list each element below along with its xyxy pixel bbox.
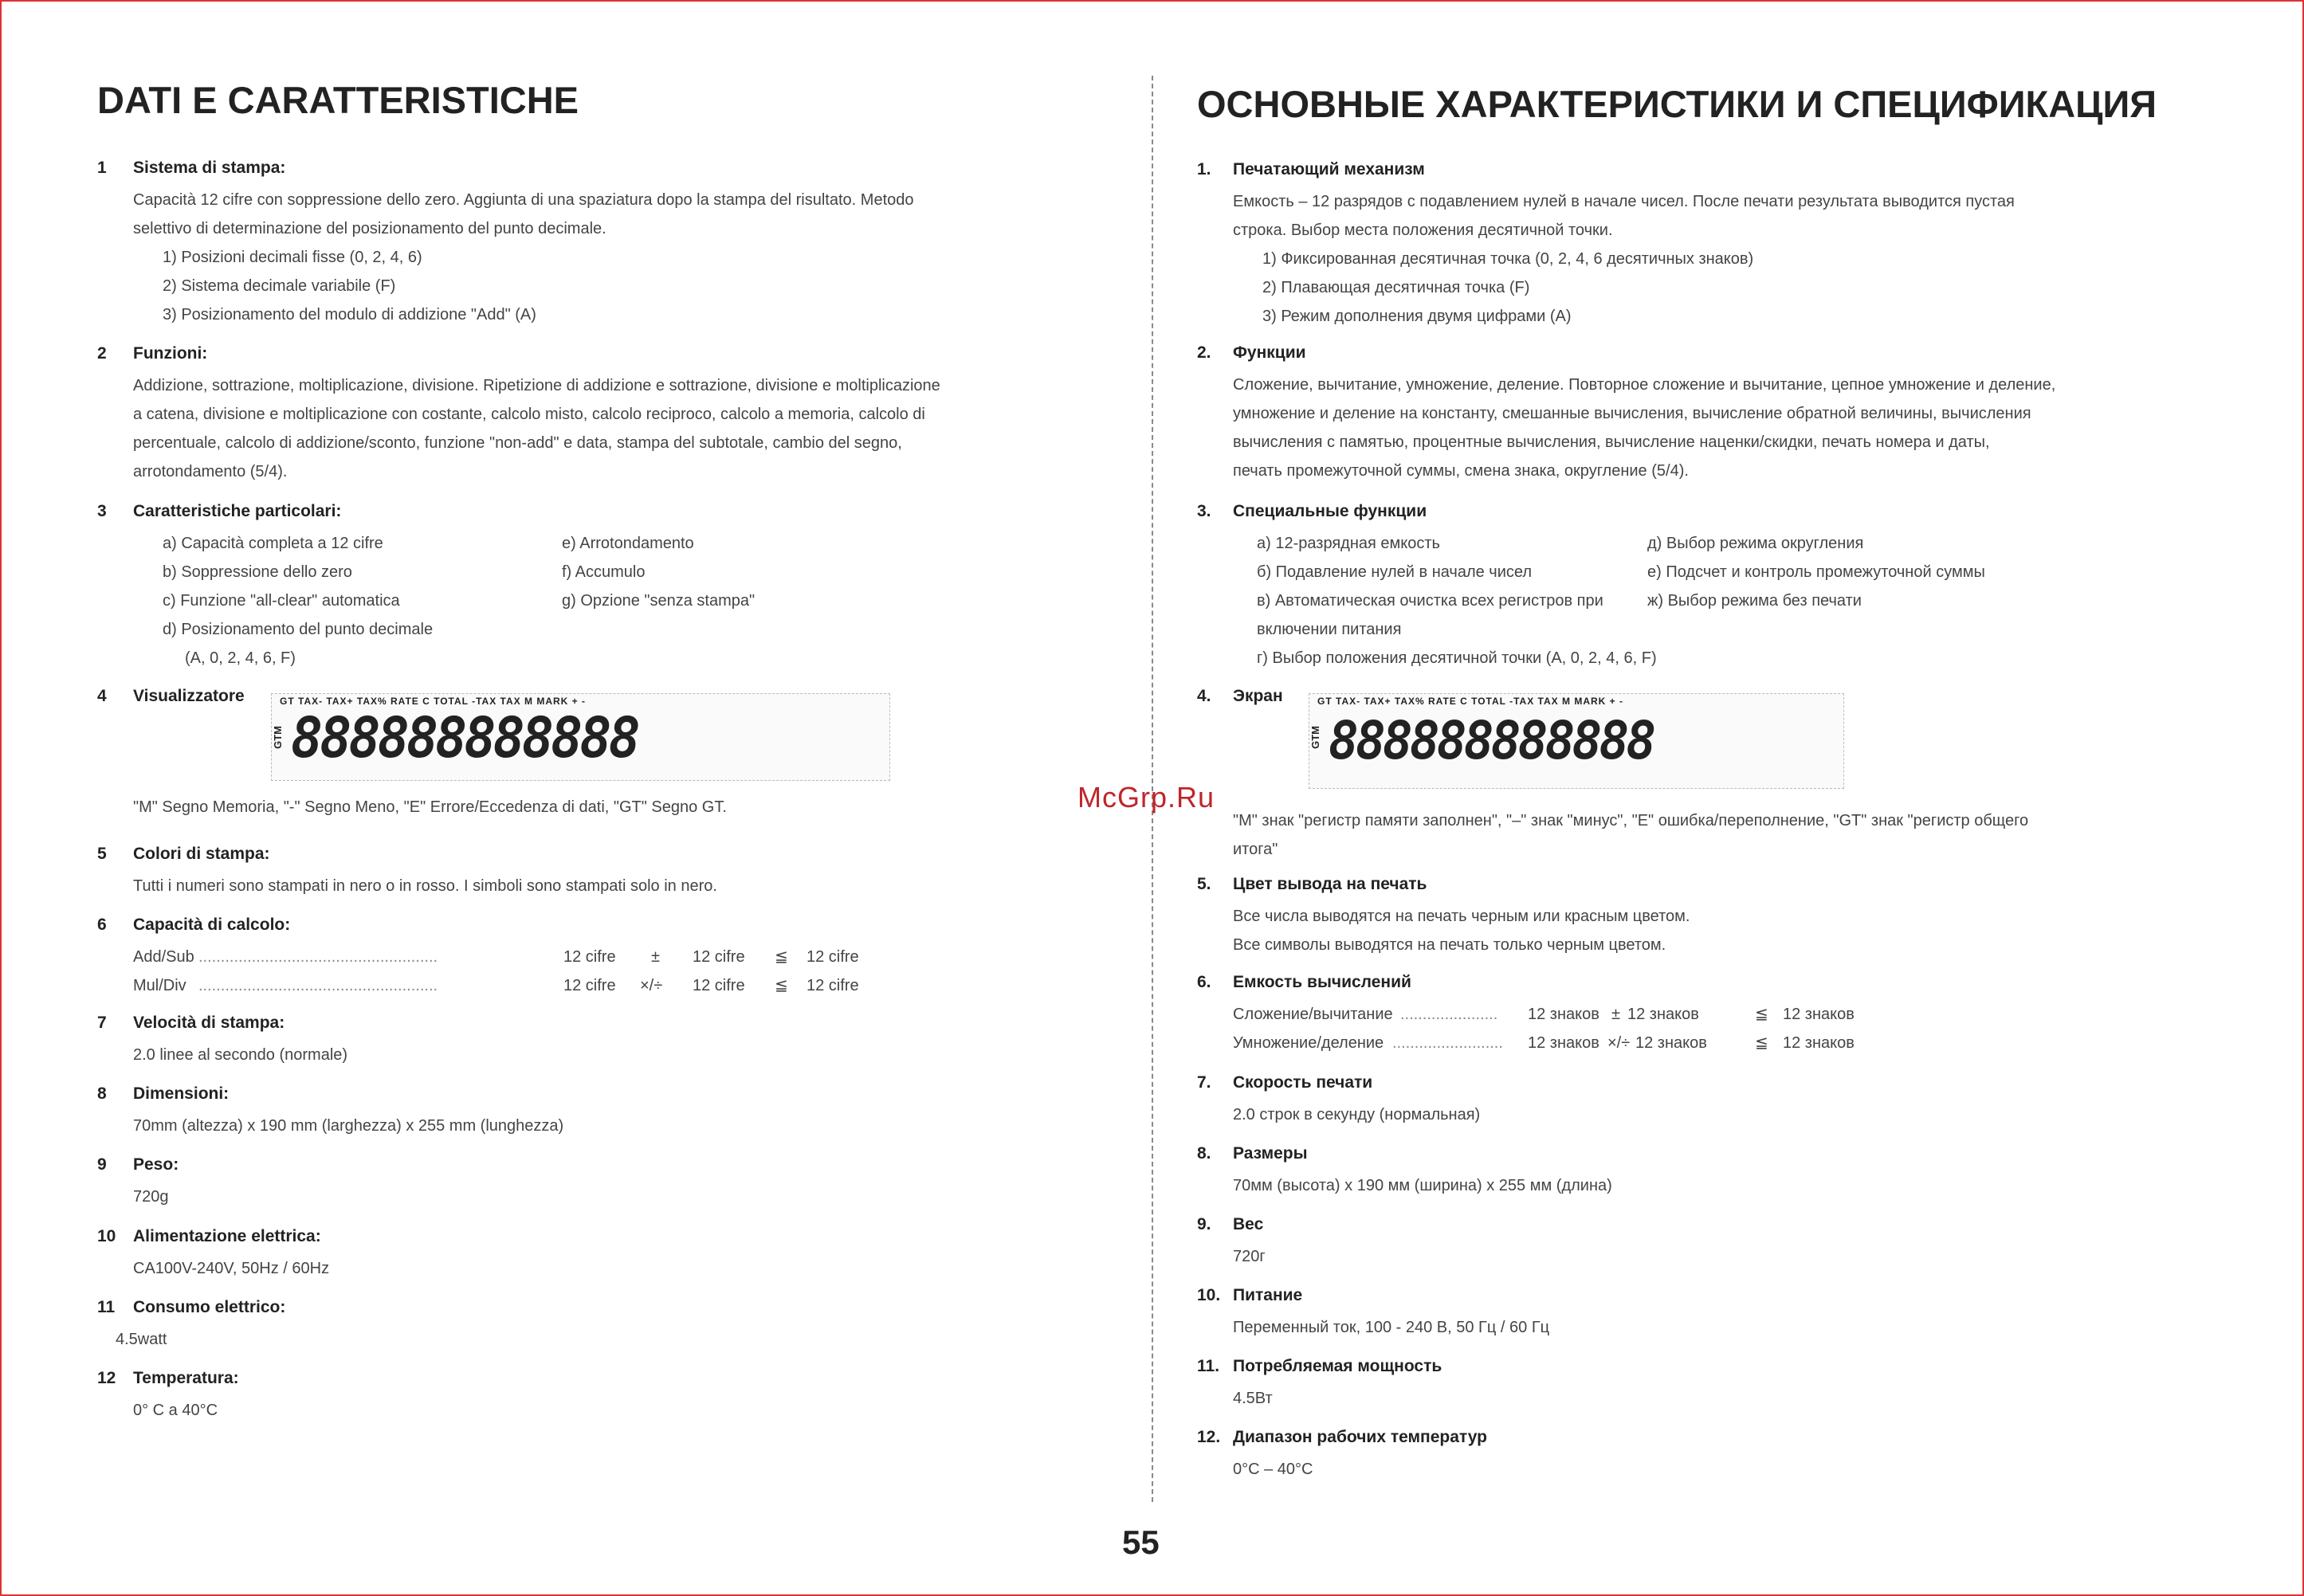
section-number: 10 [97,1227,116,1245]
body-line: 4.5Вт [1233,1390,1273,1407]
capacity-le: ≦ [775,948,788,966]
capacity-row [133,943,1113,971]
body-line: 2.0 строк в секунду (нормальная) [1233,1106,1481,1123]
lcd-digits: 888888888888 [1329,710,1654,771]
section-title: Caratteristiche particolari: [133,502,342,520]
display-note: итога" [1233,841,1278,858]
body-line: CA100V-240V, 50Hz / 60Hz [133,1260,330,1277]
section-number: 7 [97,1014,107,1032]
section-number: 4 [97,687,107,705]
feature-item: б) Подавление нулей в начале чисел [1257,563,1533,581]
section-number: 11. [1197,1357,1220,1375]
section-title: Visualizzatore [133,687,245,705]
section-number: 3 [97,502,107,520]
feature-item: a) Capacità completa a 12 cifre [163,535,383,552]
lcd-annunciators: GT TAX- TAX+ TAX% RATE C TOTAL -TAX TAX M MARK + - [1317,696,1623,707]
capacity-value: 12 знаков [1635,1034,1707,1052]
section-title: Colori di stampa: [133,845,270,863]
section-title: Funzioni: [133,344,208,363]
section-title: Цвет вывода на печать [1233,875,1427,893]
section-number: 3. [1197,502,1211,520]
display-note: "M" Segno Memoria, "-" Segno Meno, "E" Errore/Eccedenza di dati, "GT" Segno GT. [133,798,727,816]
section-title: Диапазон рабочих температур [1233,1428,1487,1446]
body-line: строка. Выбор места положения десятичной точки. [1233,222,1613,239]
body-line: 4.5watt [116,1331,167,1348]
body-line: 70мм (высота) x 190 мм (ширина) x 255 мм (длина) [1233,1177,1612,1194]
body-line: Addizione, sottrazione, moltiplicazione, divisione. Ripetizione di addizione e sottrazione, divisione e moltiplicazione [133,377,940,394]
capacity-label: Mul/Div [133,977,186,994]
section-number: 6. [1197,973,1211,991]
list-item: 3) Режим дополнения двумя цифрами (A) [1262,308,1572,325]
section-title: Consumo elettrico: [133,1298,286,1316]
body-line: percentuale, calcolo di addizione/sconto, funzione "non-add" e data, stampa del subtotale, cambio del segno, [133,434,902,452]
lcd-display-image [271,693,890,781]
capacity-operator: ×/÷ [640,977,663,994]
capacity-value: 12 знаков [1783,1006,1855,1023]
capacity-operator: ± [651,948,660,966]
feature-item: ж) Выбор режима без печати [1647,592,1862,610]
list-item: 2) Sistema decimale variabile (F) [163,277,396,295]
section-number: 1. [1197,160,1211,178]
section-title: Capacità di calcolo: [133,916,291,934]
feature-item: в) Автоматическая очистка всех регистров при включении питания [1257,592,1603,638]
capacity-row [1233,1029,2229,1057]
list-item: 1) Фиксированная десятичная точка (0, 2, 4, 6 десятичных знаков) [1262,250,1754,268]
capacity-operator: ± [1611,1006,1620,1023]
section-number: 10. [1197,1286,1221,1304]
feature-item: е) Подсчет и контроль промежуточной суммы [1647,563,1985,581]
list-item: 2) Плавающая десятичная точка (F) [1262,279,1530,296]
display-note: "M" знак "регистр памяти заполнен", "–" знак "минус", "E" ошибка/переполнение, "GT" знак "регистр общего [1233,812,2029,829]
feature-item: d) Posizionamento del punto decimale [163,621,434,638]
section-title: Velocità di stampa: [133,1014,285,1032]
body-line: 720г [1233,1248,1266,1265]
body-line: 70mm (altezza) x 190 mm (larghezza) x 255 mm (lunghezza) [133,1117,564,1135]
section-number: 12. [1197,1428,1221,1446]
capacity-value: 12 cifre [807,977,859,994]
body-line: Все числа выводятся на печать черным или красным цветом. [1233,908,1690,925]
capacity-value: 12 знаков [1783,1034,1855,1052]
section-title: Скорость печати [1233,1073,1373,1092]
section-number: 5. [1197,875,1211,893]
section-title: Размеры [1233,1144,1308,1163]
capacity-operator: ×/÷ [1607,1034,1631,1052]
section-title: Вес [1233,1215,1264,1233]
leader-dots: ......................... [1392,1034,1503,1052]
capacity-label: Умножение/деление [1233,1034,1384,1052]
lcd-left-marks: GTM [1309,726,1321,749]
feature-item: g) Opzione "senza stampa" [562,592,756,610]
capacity-label: Сложение/вычитание [1233,1006,1393,1023]
body-line: Tutti i numeri sono stampati in nero o in rosso. I simboli sono stampati solo in nero. [133,877,717,895]
section-number: 4. [1197,687,1211,705]
body-line: selettivo di determinazione del posizionamento del punto decimale. [133,220,606,237]
capacity-le: ≦ [1755,1034,1768,1052]
capacity-value: 12 cifre [693,977,745,994]
capacity-value: 12 знаков [1528,1006,1599,1023]
leader-dots: ...................................................... [198,948,438,966]
section-title: Печатающий механизм [1233,160,1425,178]
section-number: 5 [97,845,107,863]
capacity-value: 12 cifre [563,948,616,966]
body-line: 0°C – 40°C [1233,1461,1313,1478]
capacity-row [133,971,1113,1000]
body-line: Все символы выводятся на печать только черным цветом. [1233,936,1666,954]
body-line: 0° C a 40°C [133,1402,218,1419]
feature-item: а) 12-разрядная емкость [1257,535,1440,552]
capacity-le: ≦ [1755,1006,1768,1023]
feature-item: д) Выбор режима округления [1647,535,1864,552]
section-title: Емкость вычислений [1233,973,1411,991]
section-title: Sistema di stampa: [133,159,286,177]
capacity-le: ≦ [775,977,788,994]
feature-item: c) Funzione "all-clear" automatica [163,592,400,610]
body-line: вычисления с памятью, процентные вычисления, вычисление наценки/скидки, печать номера и даты, [1233,433,1990,451]
lcd-digits: 888888888888 [291,705,638,771]
section-title: Dimensioni: [133,1084,230,1103]
feature-item: г) Выбор положения десятичной точки (A, 0, 2, 4, 6, F) [1257,649,1657,667]
capacity-value: 12 cifre [563,977,616,994]
body-line: arrotondamento (5/4). [133,463,288,480]
lcd-annunciators: GT TAX- TAX+ TAX% RATE C TOTAL -TAX TAX M MARK + - [280,696,586,707]
section-number: 6 [97,916,107,934]
section-number: 12 [97,1369,116,1387]
capacity-value: 12 cifre [693,948,745,966]
body-line: печать промежуточной суммы, смена знака, округление (5/4). [1233,462,1689,480]
capacity-value: 12 знаков [1528,1034,1599,1052]
list-item: 3) Posizionamento del modulo di addizione "Add" (A) [163,306,536,324]
section-number: 11 [97,1298,116,1316]
body-line: 2.0 linee al secondo (normale) [133,1046,348,1064]
section-title: Питание [1233,1286,1303,1304]
section-number: 2 [97,344,107,363]
italian-heading: DATI E CARATTERISTICHE [97,79,579,121]
section-title: Потребляемая мощность [1233,1357,1442,1375]
feature-item: f) Accumulo [562,563,646,581]
capacity-row [1233,1000,2229,1029]
section-number: 2. [1197,343,1211,362]
russian-heading: ОСНОВНЫЕ ХАРАКТЕРИСТИКИ И СПЕЦИФИКАЦИЯ [1197,83,2157,125]
watermark-text: McGrp.Ru [1077,781,1215,814]
feature-item: e) Arrotondamento [562,535,694,552]
feature-item: b) Soppressione dello zero [163,563,352,581]
capacity-value: 12 знаков [1627,1006,1699,1023]
section-number: 8 [97,1084,107,1103]
section-title: Temperatura: [133,1369,239,1387]
body-line: Сложение, вычитание, умножение, деление. Повторное сложение и вычитание, цепное умножение и деление, [1233,376,2056,394]
body-line: умножение и деление на константу, смешанные вычисления, вычисление обратной величины, вычисления [1233,405,2031,422]
section-number: 8. [1197,1144,1211,1163]
list-item: 1) Posizioni decimali fisse (0, 2, 4, 6) [163,249,422,266]
section-number: 9. [1197,1215,1211,1233]
body-line: Емкость – 12 разрядов с подавлением нулей в начале чисел. После печати результата выводится пустая [1233,193,2015,210]
body-line: a catena, divisione e moltiplicazione con costante, calcolo misto, calcolo reciproco, calcolo a memoria, calcolo di [133,406,925,423]
section-title: Peso: [133,1155,179,1174]
leader-dots: ...................... [1400,1006,1498,1023]
body-line: Capacità 12 cifre con soppressione dello zero. Aggiunta di una spaziatura dopo la stampa del risultato. Metodo [133,191,914,209]
section-title: Функции [1233,343,1306,362]
capacity-label: Add/Sub [133,948,194,966]
section-number: 7. [1197,1073,1211,1092]
section-title: Специальные функции [1233,502,1427,520]
section-title: Alimentazione elettrica: [133,1227,321,1245]
body-line: 720g [133,1188,169,1206]
section-number: 1 [97,159,107,177]
lcd-left-marks: GTM [272,726,284,749]
feature-item: (A, 0, 2, 4, 6, F) [185,649,296,667]
body-line: Переменный ток, 100 - 240 В, 50 Гц / 60 Гц [1233,1319,1550,1336]
section-title: Экран [1233,687,1283,705]
lcd-display-image [1309,693,1844,789]
capacity-value: 12 cifre [807,948,859,966]
section-number: 9 [97,1155,107,1174]
page-number: 55 [1122,1523,1160,1561]
leader-dots: ...................................................... [198,977,438,994]
